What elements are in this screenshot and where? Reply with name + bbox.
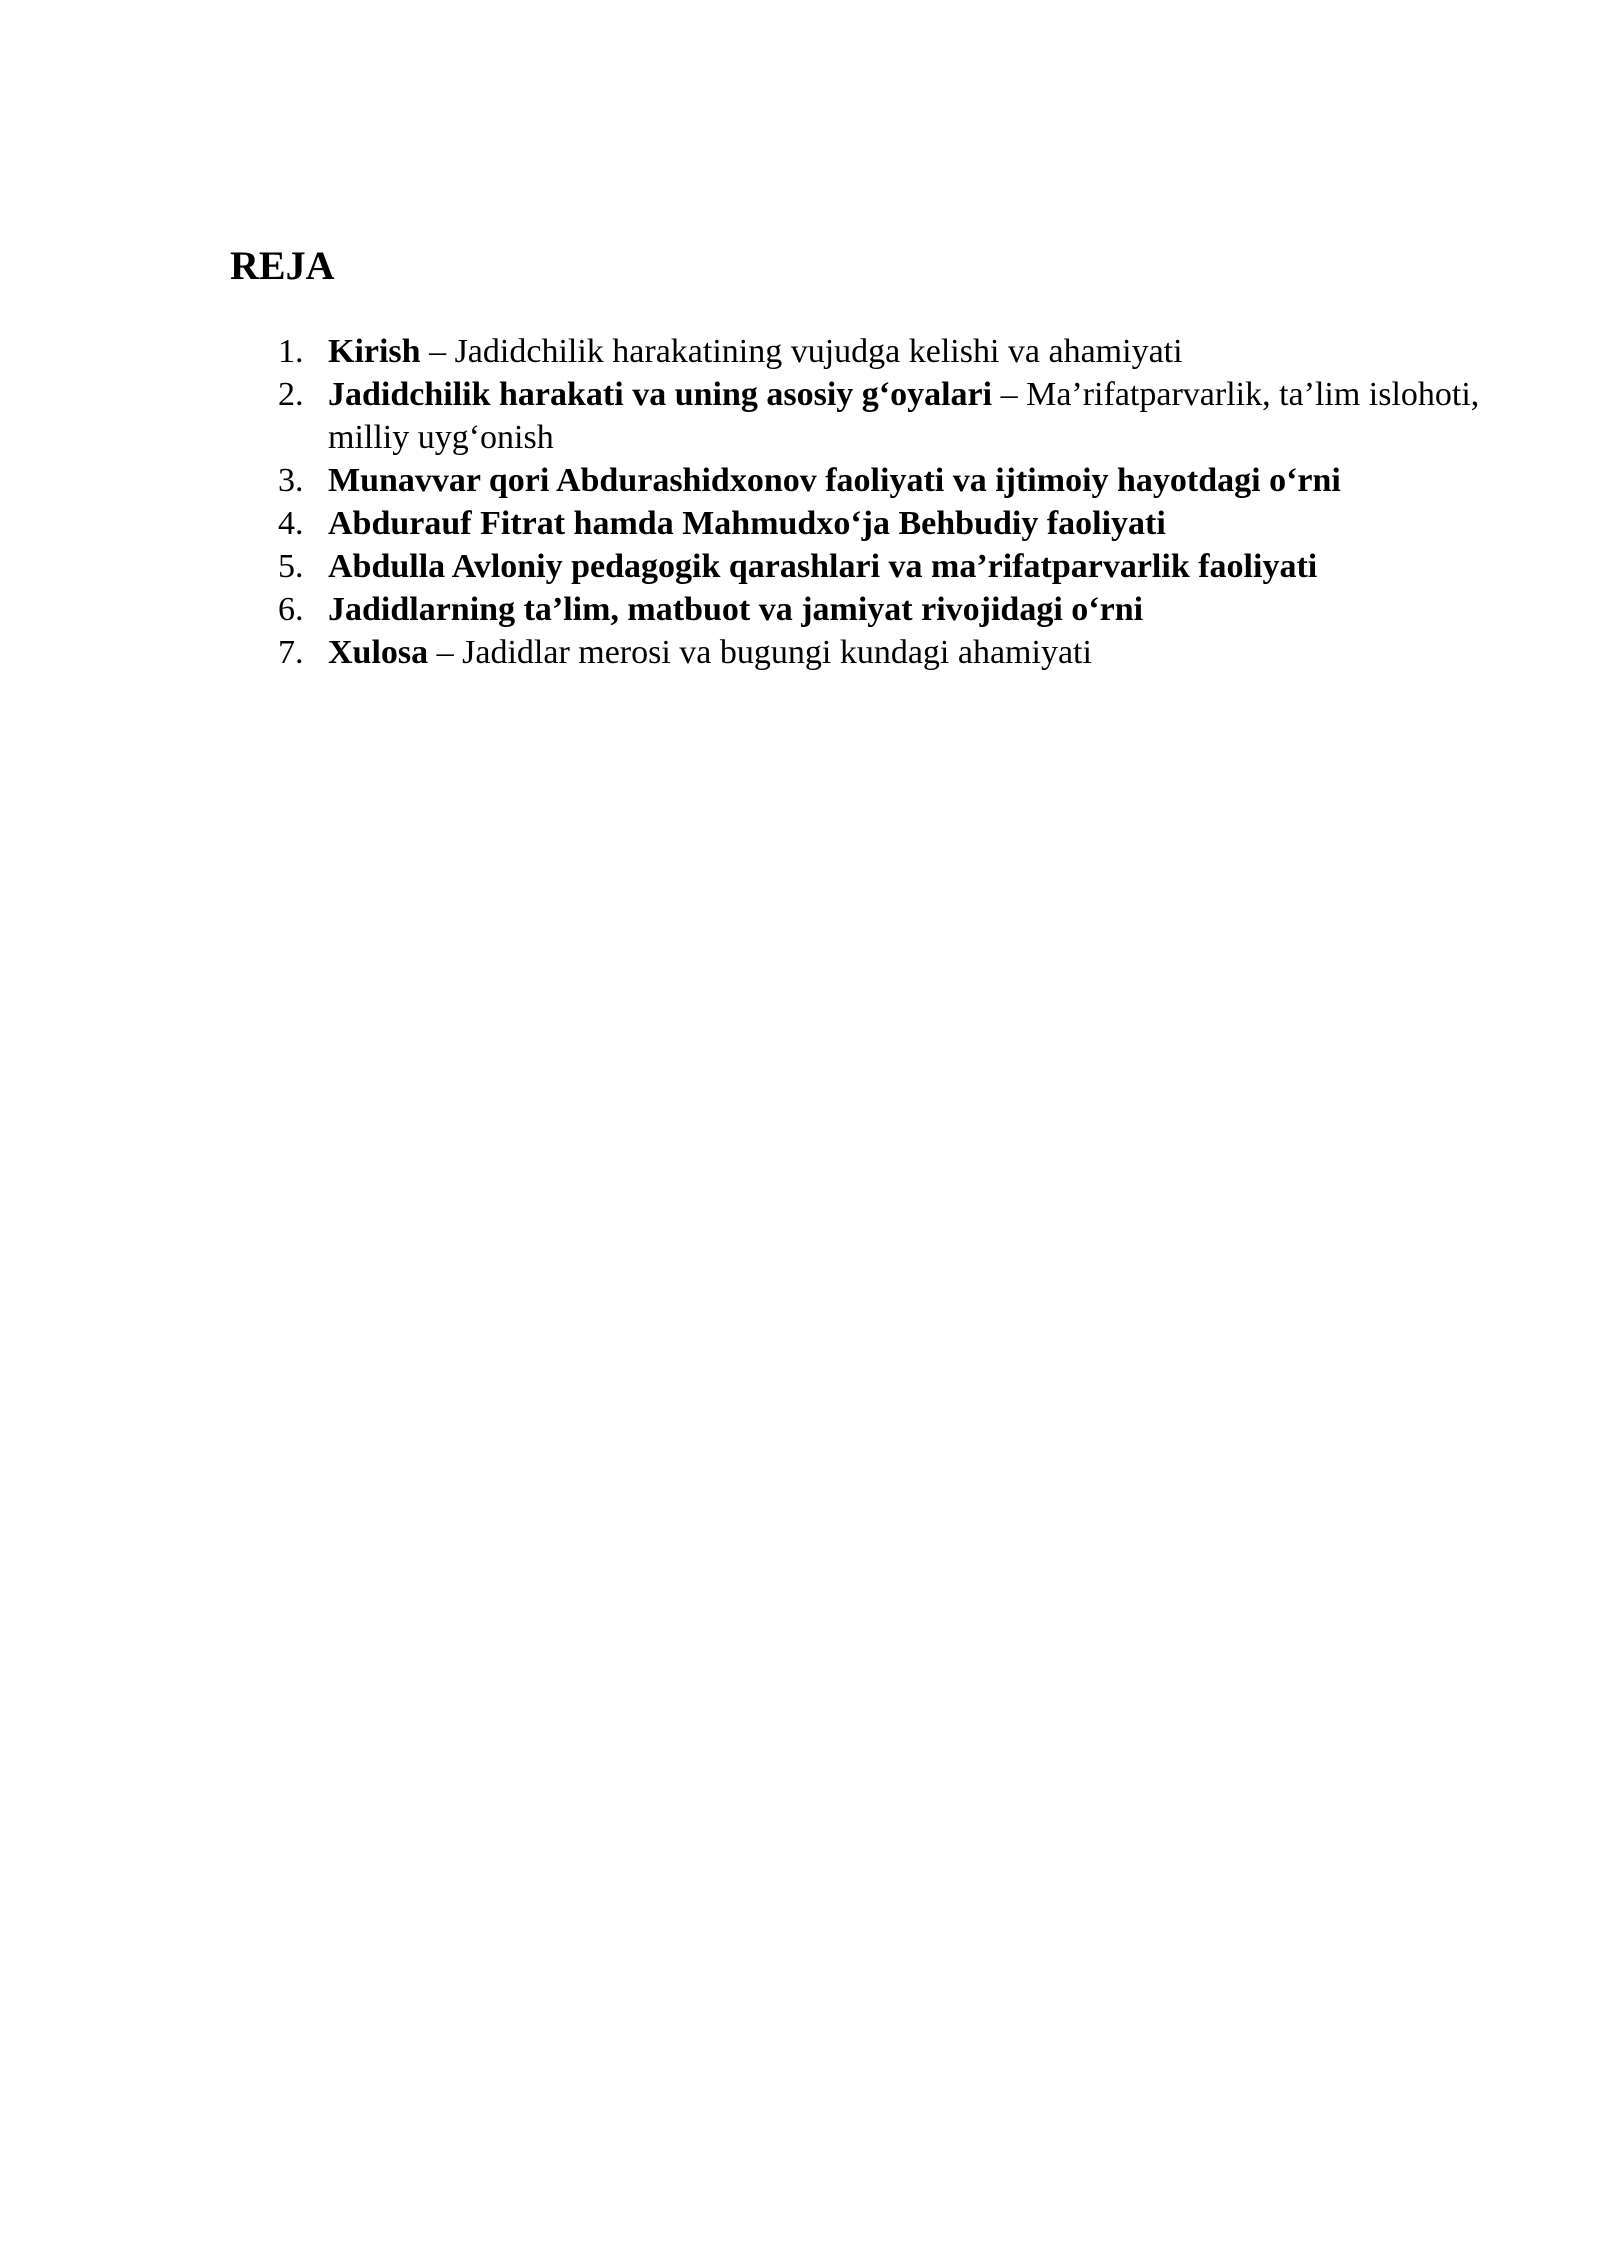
item-number: 5. [278,548,304,585]
item-number: 2. [278,376,304,413]
item-number: 4. [278,505,304,542]
item-description: Jadidlar merosi va bugungi kundagi ahamiyati [462,634,1092,671]
item-number: 6. [278,591,304,628]
item-separator: – [428,634,463,671]
item-title: Kirish [328,333,421,370]
item-separator: – [992,376,1027,413]
item-title: Xulosa [328,634,429,671]
plan-item-6 [230,588,1500,631]
plan-item-4 [230,502,1500,545]
plan-item-3 [230,459,1500,502]
document-heading: REJA [230,243,335,288]
plan-list [230,330,1500,674]
item-number: 1. [278,333,304,370]
item-title: Abdurauf Fitrat hamda Mahmudxo‘ja Behbudiy faoliyati [328,505,1166,542]
item-separator: – [420,333,455,370]
item-title: Abdulla Avloniy pedagogik qarashlari va ma’rifatparvarlik faoliyati [328,548,1318,585]
item-description: Jadidchilik harakatining vujudga kelishi va ahamiyati [454,333,1183,370]
item-number: 7. [278,634,304,671]
item-number: 3. [278,462,304,499]
item-description: Ma’rifatparvarlik, ta’lim islohoti, milliy uyg‘onish [328,376,1480,456]
plan-item-5 [230,545,1500,588]
item-title: Munavvar qori Abdurashidxonov faoliyati va ijtimoiy hayotdagi o‘rni [328,462,1341,499]
plan-item-2 [230,373,1500,459]
plan-item-1 [230,330,1500,373]
plan-item-7 [230,631,1500,674]
item-title: Jadidchilik harakati va uning asosiy g‘oyalari [328,376,993,413]
item-title: Jadidlarning ta’lim, matbuot va jamiyat rivojidagi o‘rni [328,591,1144,628]
